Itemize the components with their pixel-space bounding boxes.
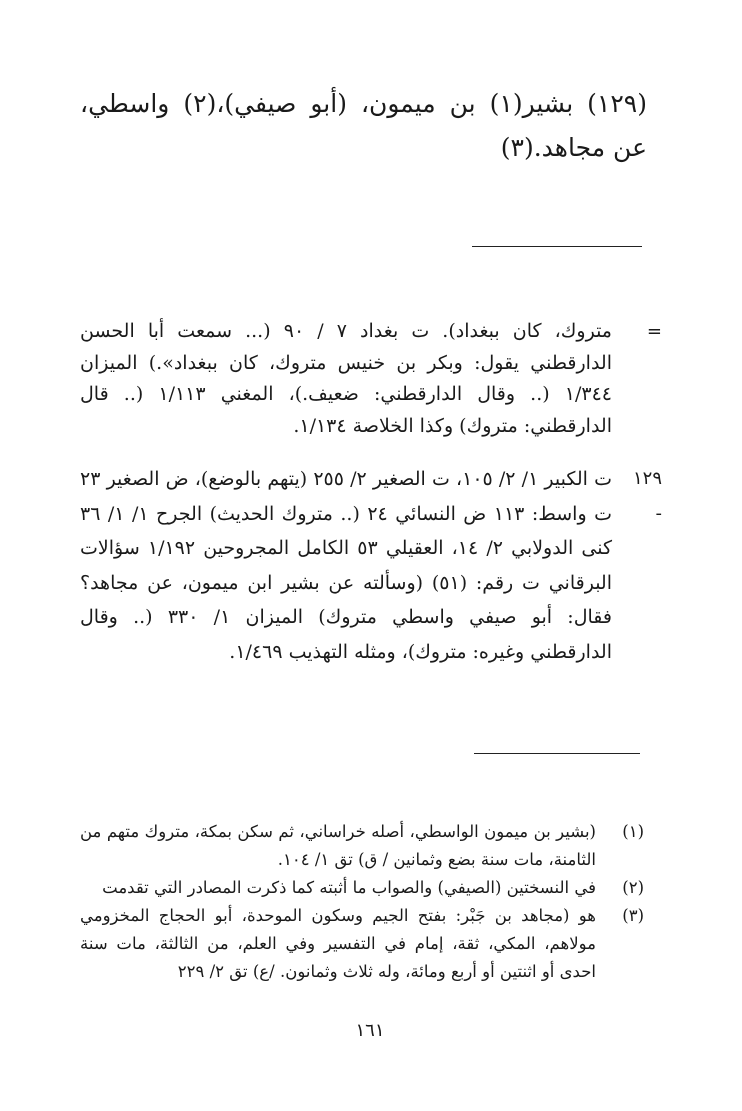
narrator-entry-text: (١٢٩) بشير(١) بن ميمون، (أبو صيفي)،(٢) واسطي، عن مجاهد.(٣) [80,89,647,162]
footnote-number: (٢) [622,878,644,897]
continuation-text: متروك، كان ببغداد). ت بغداد ٧ / ٩٠ (... سمعت أبا الحسن الدارقطني يقول: وبكر بن خنيس متروك، كان ببغداد».) الميزان ١/٣٤٤ (.. وقال الدارقطني: ضعيف.)، المغني ١/١١٣ (.. قال الدارقطني: متروك) وكذا الخلاصة ١/١٣٤. [80,320,612,437]
footnote-2 [80,874,644,902]
footnote-text: (بشير بن ميمون الواسطي، أصله خراساني، ثم سكن بمكة، متروك متهم من الثامنة، مات سنة بضع وثمانين / ق) تق ١/ ١٠٤. [80,822,596,869]
footnote-3 [80,902,644,986]
commentary-continuation [80,316,662,442]
top-divider [472,246,642,247]
footnote-divider [474,753,640,754]
footnotes [80,818,644,986]
footnote-text: هو (مجاهد بن جَبْر: بفتح الجيم وسكون الموحدة، أبو الحجاج المخزومي مولاهم، المكي، ثقة، إمام في التفسير وفي العلم، من الثالثة، مات سنة احدى أو اثنتين أو أربع ومائة، وله ثلاث وثمانون. /ع) تق ٢/ ٢٢٩ [80,906,596,981]
page-number: ١٦١ [355,1020,385,1041]
continuation-marker: = [646,321,662,342]
footnote-1 [80,818,644,874]
commentary-entry-text: ت الكبير ١/ ٢/ ١٠٥، ت الصغير ٢/ ٢٥٥ (يتهم بالوضع)، ض الصغير ٢٣ ت واسط: ١١٣ ض النسائي ٢٤ (.. متروك الحديث) الجرح ١/ ١/ ٣٦ كنى الدولابي ٢/ ١٤، العقيلي ٥٣ الكامل المجروحين ١/١٩٢ سؤالات البرقاني ت رقم: (٥١) (وسألته عن بشير ابن ميمون، عن مجاهد؟ فقال: أبو صيفي واسطي متروك) الميزان ١/ ٣٣٠ (.. وقال الدارقطني وغيره: متروك)، ومثله التهذيب ١/٤٦٩. [80,468,612,663]
footnote-number: (٣) [622,906,644,925]
footnote-text: في النسختين (الصيفي) والصواب ما أثبته كما ذكرت المصادر التي تقدمت [102,878,596,897]
footnote-number: (١) [622,822,644,841]
narrator-entry-heading [80,82,647,170]
commentary-entry-number: ١٢٩ - [632,468,662,524]
commentary-entry-129 [80,462,662,669]
